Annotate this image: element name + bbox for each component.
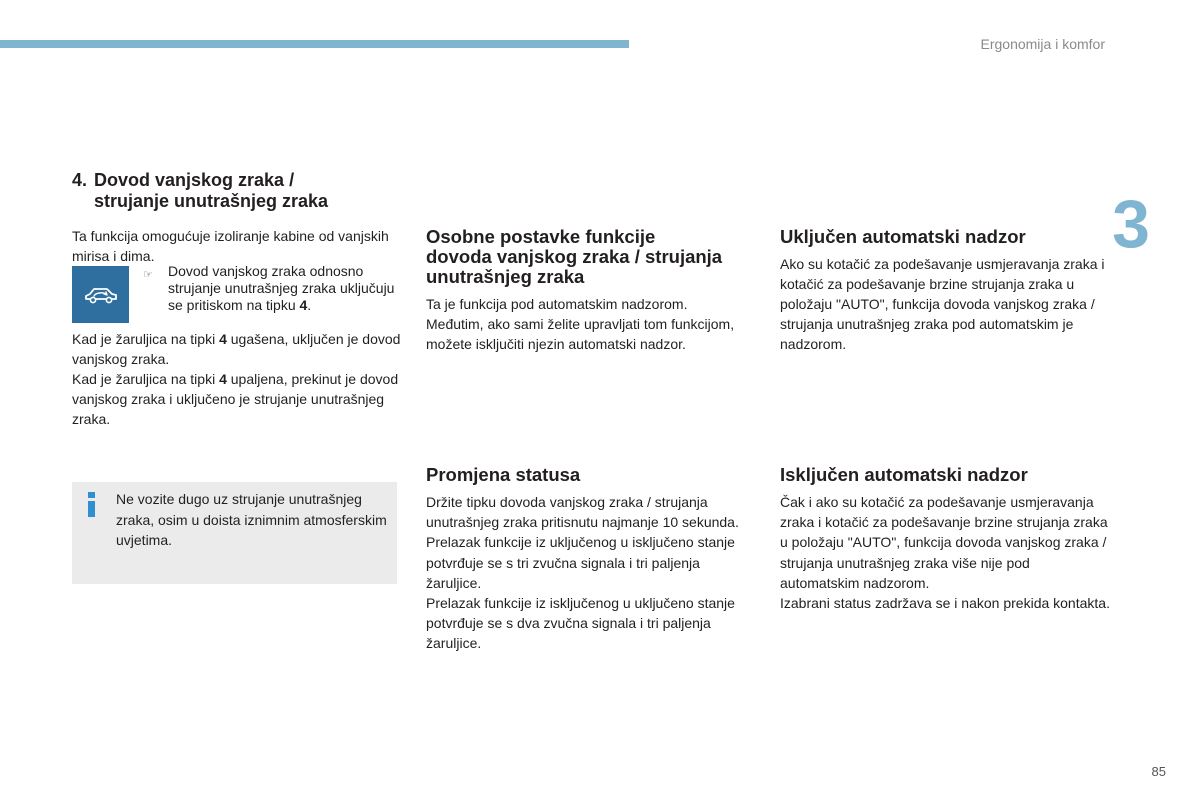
info-icon bbox=[85, 490, 99, 516]
page-number: 85 bbox=[1151, 764, 1166, 779]
section-outside-air bbox=[72, 170, 402, 429]
section-status-change bbox=[426, 465, 746, 654]
section-intro: Ta funkcija omogućuje izoliranje kabine od vanjskih mirisa i dima. bbox=[72, 228, 389, 264]
section-personal-settings bbox=[426, 227, 746, 354]
section-text: Ta je funkcija pod automatskim nadzorom. Međutim, ako sami želite upravljati tom funkcijom, možete isključiti njezin automatski nadzor. bbox=[426, 296, 735, 352]
section-heading: Isključen automatski nadzor bbox=[780, 464, 1028, 485]
chapter-number: 3 bbox=[1112, 186, 1150, 262]
car-air-recirculation-icon bbox=[72, 266, 129, 323]
header-accent-bar bbox=[0, 40, 629, 48]
section-auto-on bbox=[780, 227, 1110, 354]
bullet-pointer-icon: ☞ bbox=[143, 269, 153, 281]
status-paragraph-2: Prelazak funkcije iz uključenog u isključeno stanje potvrđuje se s tri zvučna signala i tri paljenja žaruljice. bbox=[426, 534, 735, 591]
section-heading: Osobne postavke funkcije dovoda vanjskog zraka / strujanja unutrašnjeg zraka bbox=[426, 226, 723, 287]
section-auto-off bbox=[780, 465, 1110, 613]
info-note-text: Ne vozite dugo uz strujanje unutrašnjeg zraka, osim u doista iznimnim atmosferskim uvjetima. bbox=[116, 491, 387, 548]
button-instruction bbox=[72, 263, 402, 323]
paragraph-light-on: Kad je žaruljica na tipki 4 upaljena, prekinut je dovod vanjskog zraka i uključeno je strujanje unutrašnjeg zraka. bbox=[72, 371, 399, 427]
status-paragraph-3: Prelazak funkcije iz isključenog u uključeno stanje potvrđuje se s dva zvučna signala i tri paljenja žaruljice. bbox=[426, 595, 735, 652]
auto-off-paragraph-2: Izabrani status zadržava se i nakon prekida kontakta. bbox=[780, 595, 1110, 612]
info-note bbox=[72, 482, 397, 584]
section-heading: Promjena statusa bbox=[426, 464, 581, 485]
section-heading: 4. Dovod vanjskog zraka / strujanje unutrašnjeg zraka bbox=[72, 170, 329, 211]
chapter-title: Ergonomija i komfor bbox=[980, 36, 1105, 52]
paragraph-light-off: Kad je žaruljica na tipki 4 ugašena, uključen je dovod vanjskog zraka. bbox=[72, 331, 401, 367]
section-text: Ako su kotačić za podešavanje usmjeravanja zraka i kotačić za podešavanje brzine strujanja zraka u položaju "AUTO", funkcija dovoda vanjskog zraka / strujanja unutrašnjeg zraka pod automatskim je nadzorom. bbox=[780, 256, 1105, 352]
status-paragraph-1: Držite tipku dovoda vanjskog zraka / strujanja unutrašnjeg zraka pritisnutu najmanje 10 sekunda. bbox=[426, 494, 739, 531]
auto-off-paragraph-1: Čak i ako su kotačić za podešavanje usmjeravanja zraka i kotačić za podešavanje brzine strujanja zraka u položaju "AUTO", funkcija dovoda vanjskog zraka / strujanja unutrašnjeg zraka više nije pod automatskim nadzorom. bbox=[780, 494, 1108, 591]
section-heading: Uključen automatski nadzor bbox=[780, 226, 1026, 247]
bullet-text: Dovod vanjskog zraka odnosno strujanje unutrašnjeg zraka uključuju se pritiskom na tipku 4. bbox=[168, 263, 395, 313]
